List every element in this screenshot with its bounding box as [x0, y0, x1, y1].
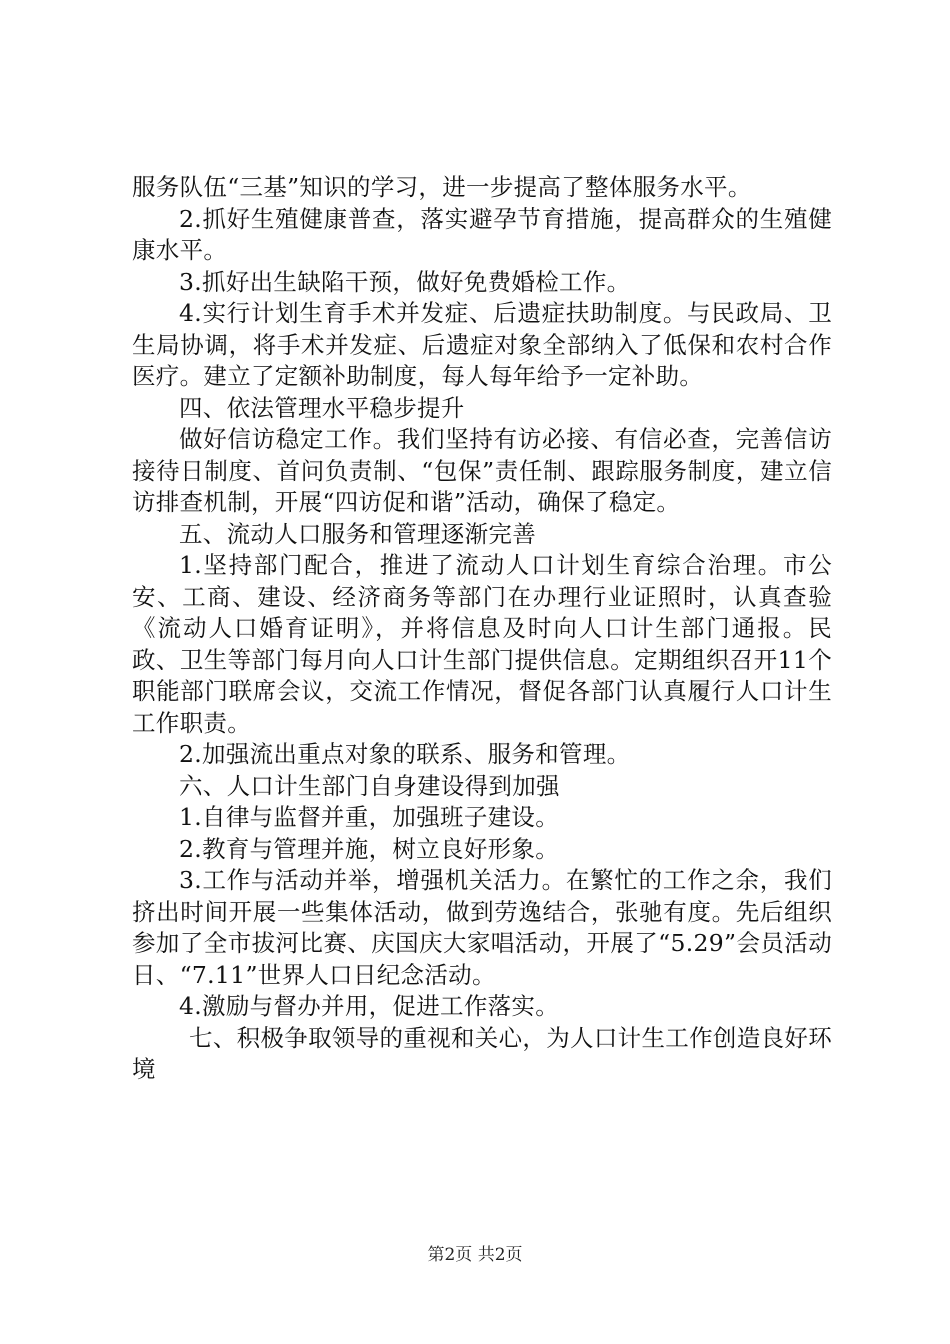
paragraph-self-4: 4.激励与督办并用，促进工作落实。: [179, 992, 560, 1020]
paragraph-self-2: 2.教育与管理并施，树立良好形象。: [179, 834, 560, 863]
paragraph-self-1: 1.自律与监督并重，加强班子建设。: [179, 803, 560, 831]
section-heading-7: 七、积极争取领导的重视和关心，为人口计生工作创造良好环境: [132, 1023, 832, 1083]
paragraph-item-3: 3.抓好出生缺陷干预，做好免费婚检工作。: [179, 267, 631, 296]
paragraph-item-4: 4.实行计划生育手术并发症、后遗症扶助制度。与民政局、卫生局协调，将手术并发症、后遗症对象全部纳入了低保和农村合作医疗。建立了定额补助制度，每人每年给予一定补助。: [132, 299, 832, 390]
section-heading-5: 五、流动人口服务和管理逐渐完善: [179, 519, 536, 548]
paragraph-petition: 做好信访稳定工作。我们坚持有访必接、有信必查，完善信访接待日制度、首问负责制、“包保”责任制、跟踪服务制度，建立信访排查机制，开展“四访促和谐”活动，确保了稳定。: [132, 425, 832, 516]
section-heading-4: 四、依法管理水平稳步提升: [179, 393, 465, 422]
paragraph-continuation: 服务队伍“三基”知识的学习，进一步提高了整体服务水平。: [132, 173, 752, 201]
paragraph-item-2: 2.抓好生殖健康普查，落实避孕节育措施，提高群众的生殖健康水平。: [132, 204, 832, 264]
page-footer: 第2页 共2页: [427, 1245, 523, 1265]
paragraph-floating-1: 1.坚持部门配合，推进了流动人口计划生育综合治理。市公安、工商、建设、经济商务等部门在办理行业证照时，认真查验《流动人口婚育证明》，并将信息及时向人口计生部门通报。民政、卫生等部门每月向人口计生部门提供信息。定期组织召开11个职能部门联席会议，交流工作情况，督促各部门认真履行人口计生工作职责。: [132, 551, 832, 737]
document-body: [132, 172, 832, 1086]
paragraph-self-3: 3.工作与活动并举，增强机关活力。在繁忙的工作之余，我们挤出时间开展一些集体活动，做到劳逸结合，张驰有度。先后组织参加了全市拔河比赛、庆国庆大家唱活动，开展了“5.29”会员活动日、“7.11”世界人口日纪念活动。: [132, 866, 832, 989]
paragraph-floating-2: 2.加强流出重点对象的联系、服务和管理。: [179, 740, 631, 768]
section-heading-6: 六、人口计生部门自身建设得到加强: [179, 771, 560, 800]
